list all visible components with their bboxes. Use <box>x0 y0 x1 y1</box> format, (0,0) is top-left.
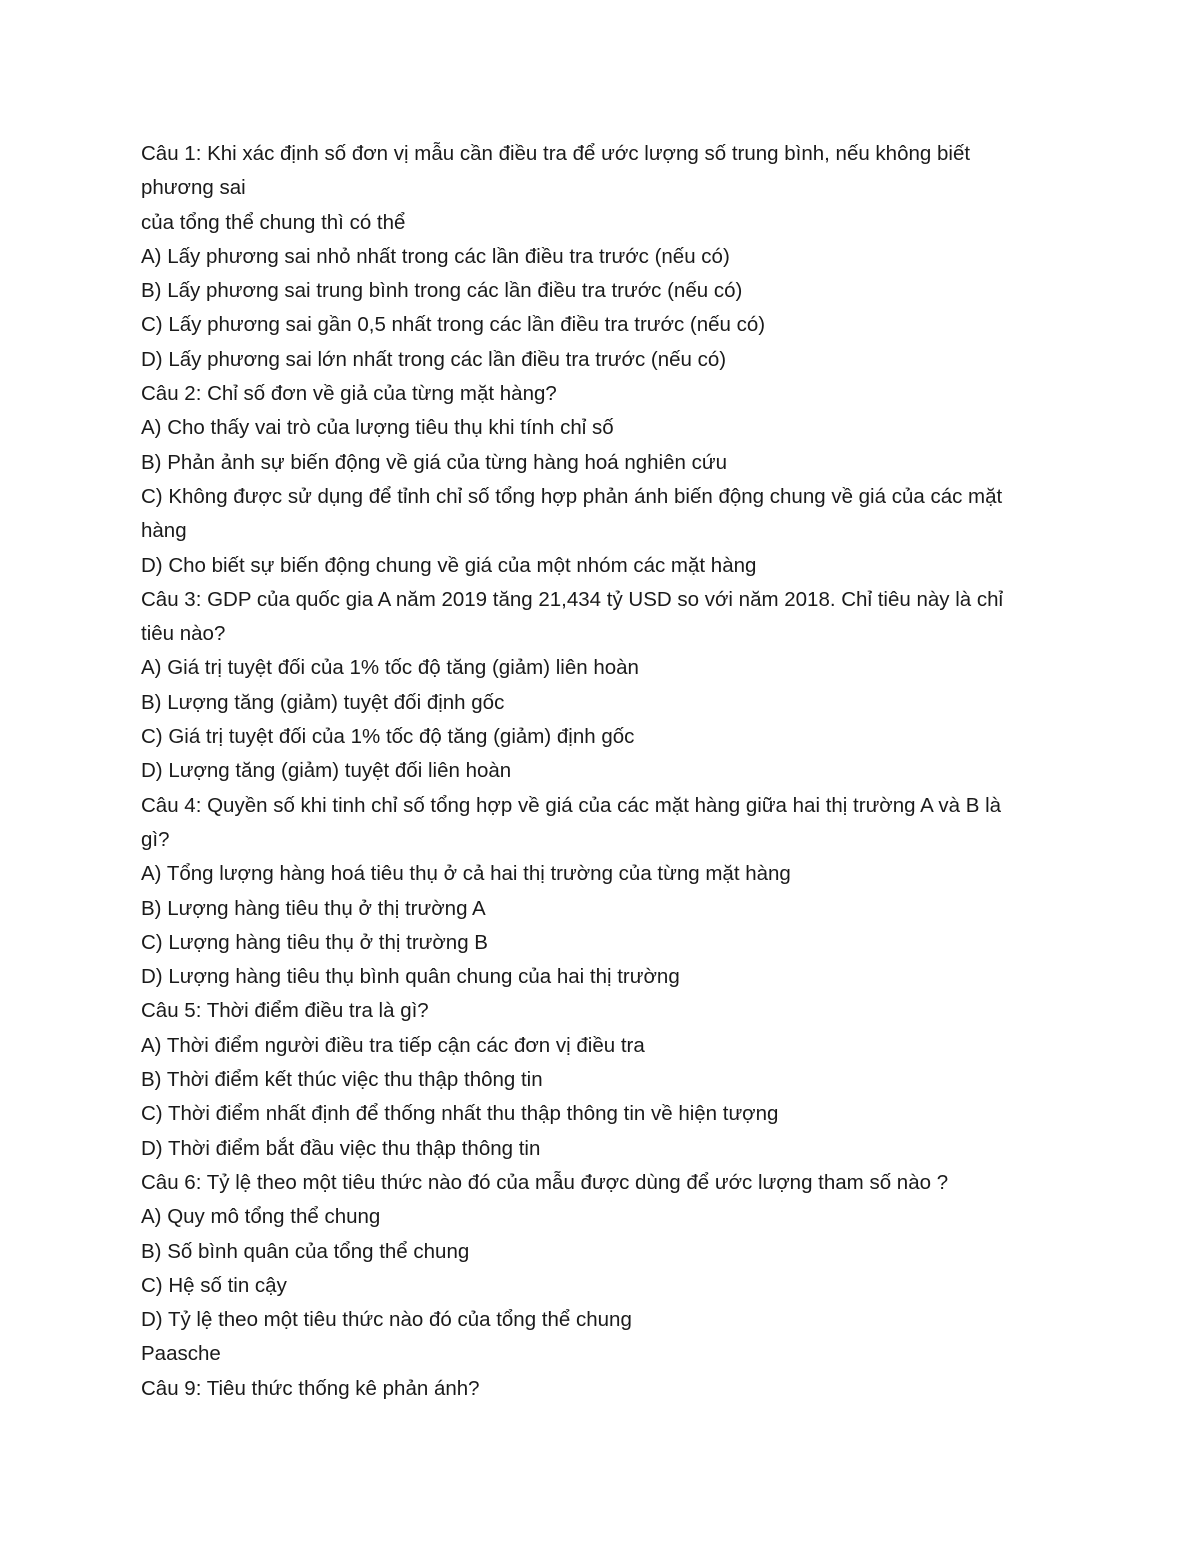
question-3-line-1: Câu 3: GDP của quốc gia A năm 2019 tăng 21,434 tỷ USD so với năm 2018. Chỉ tiêu này là chỉ <box>141 587 1004 611</box>
question-2-option-a: A) Cho thấy vai trò của lượng tiêu thụ khi tính chỉ số <box>141 416 614 440</box>
question-5-option-c: C) Thời điểm nhất định để thống nhất thu thập thông tin về hiện tượng <box>141 1102 779 1126</box>
question-5-option-d: D) Thời điểm bắt đầu việc thu thập thông tin <box>141 1136 541 1160</box>
question-6-line-1: Câu 6: Tỷ lệ theo một tiêu thức nào đó của mẫu được dùng để ước lượng tham số nào ? <box>141 1170 949 1194</box>
question-5-line-1: Câu 5: Thời điểm điều tra là gì? <box>141 999 429 1023</box>
question-9-line-1: Câu 9: Tiêu thức thống kê phản ánh? <box>141 1376 480 1400</box>
stray-text-line: Paasche <box>141 1342 221 1366</box>
question-4-line-2: gì? <box>141 827 170 851</box>
question-2-option-b: B) Phản ảnh sự biến động về giá của từng hàng hoá nghiên cứu <box>141 450 727 474</box>
question-4-option-b: B) Lượng hàng tiêu thụ ở thị trường A <box>141 896 486 920</box>
question-6-option-d: D) Tỷ lệ theo một tiêu thức nào đó của tổng thể chung <box>141 1308 632 1332</box>
question-2-option-c-line-2: hàng <box>141 519 187 543</box>
question-3-option-b: B) Lượng tăng (giảm) tuyệt đối định gốc <box>141 690 505 714</box>
question-1-line-1: Câu 1: Khi xác định số đơn vị mẫu cần điều tra để ước lượng số trung bình, nếu không biết <box>141 142 971 165</box>
question-6-option-b: B) Số bình quân của tổng thể chung <box>141 1239 470 1263</box>
question-1-option-a: A) Lấy phương sai nhỏ nhất trong các lần điều tra trước (nếu có) <box>141 244 730 268</box>
question-2-option-c-line-1: C) Không được sử dụng để tỉnh chỉ số tổng hợp phản ánh biến động chung về giá của các mặt <box>141 484 1003 508</box>
document-body <box>141 137 1071 1406</box>
question-4-option-a: A) Tổng lượng hàng hoá tiêu thụ ở cả hai thị trường của từng mặt hàng <box>141 862 791 886</box>
question-6-option-c: C) Hệ số tin cậy <box>141 1273 287 1297</box>
question-2-line-1: Câu 2: Chỉ số đơn về giả của từng mặt hàng? <box>141 382 557 406</box>
question-6-option-a: A) Quy mô tổng thể chung <box>141 1205 381 1229</box>
question-1-line-2: phương sai <box>141 176 246 200</box>
question-3-option-a: A) Giá trị tuyệt đối của 1% tốc độ tăng (giảm) liên hoàn <box>141 656 639 680</box>
question-3-line-2: tiêu nào? <box>141 622 226 646</box>
question-3-option-d: D) Lượng tăng (giảm) tuyệt đối liên hoàn <box>141 759 512 783</box>
question-3-option-c: C) Giá trị tuyệt đối của 1% tốc độ tăng (giảm) định gốc <box>141 725 635 749</box>
question-1-option-b: B) Lấy phương sai trung bình trong các lần điều tra trước (nếu có) <box>141 279 743 303</box>
question-1-line-3: của tổng thể chung thì có thể <box>141 210 406 234</box>
question-2-option-d: D) Cho biết sự biến động chung về giá của một nhóm các mặt hàng <box>141 553 757 577</box>
question-4-option-c: C) Lượng hàng tiêu thụ ở thị trường B <box>141 930 488 954</box>
question-4-option-d: D) Lượng hàng tiêu thụ bình quân chung của hai thị trường <box>141 965 680 989</box>
question-4-line-1: Câu 4: Quyền số khi tinh chỉ số tổng hợp về giá của các mặt hàng giữa hai thị trường A và B là <box>141 793 1002 817</box>
question-1-option-d: D) Lấy phương sai lớn nhất trong các lần điều tra trước (nếu có) <box>141 347 727 371</box>
question-5-option-b: B) Thời điểm kết thúc việc thu thập thông tin <box>141 1068 543 1092</box>
question-5-option-a: A) Thời điểm người điều tra tiếp cận các đơn vị điều tra <box>141 1033 645 1057</box>
question-1-option-c: C) Lấy phương sai gần 0,5 nhất trong các lần điều tra trước (nếu có) <box>141 313 766 337</box>
